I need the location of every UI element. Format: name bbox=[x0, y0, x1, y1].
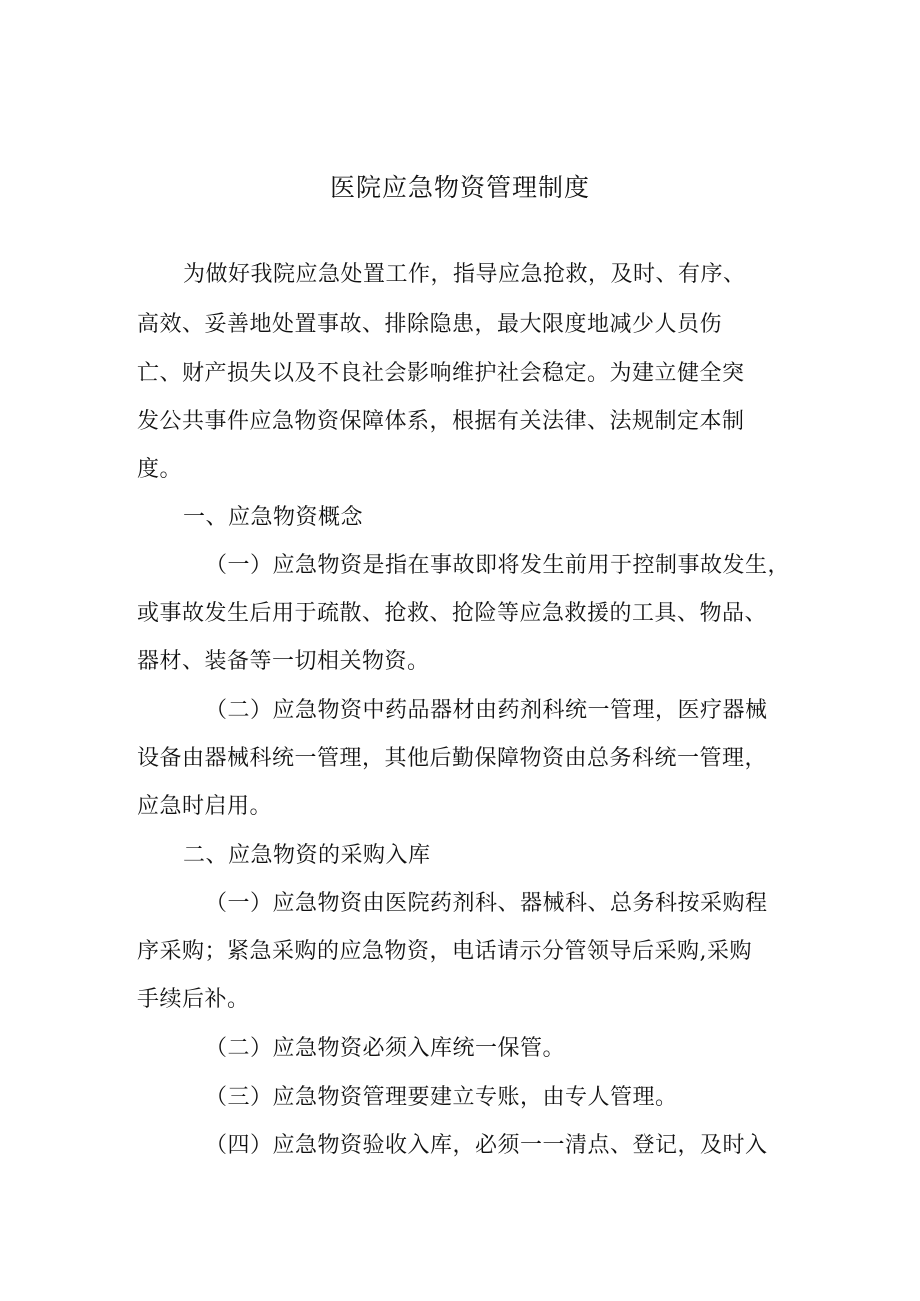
paragraph-2-1-line-2: 序采购；紧急采购的应急物资，电话请示分管领导后采购,采购 bbox=[137, 939, 752, 964]
section-heading-2: 二、应急物资的采购入库 bbox=[183, 843, 431, 868]
document-title: 医院应急物资管理制度 bbox=[329, 173, 590, 202]
paragraph-2-1-line-3: 手续后补。 bbox=[137, 987, 250, 1012]
intro-line-3: 亡、财产损失以及不良社会影响维护社会稳定。为建立健全突 bbox=[137, 361, 745, 386]
intro-line-5: 度。 bbox=[137, 457, 183, 482]
paragraph-1-1-line-1: （一）应急物资是指在事故即将发生前用于控制事故发生， bbox=[205, 553, 791, 578]
intro-line-2: 高效、妥善地处置事故、排除隐患，最大限度地减少人员伤 bbox=[137, 312, 723, 337]
paragraph-1-1-line-2: 或事故发生后用于疏散、抢救、抢险等应急救援的工具、物品、 bbox=[137, 601, 768, 626]
paragraph-1-1-line-3: 器材、装备等一切相关物资。 bbox=[137, 649, 430, 674]
paragraph-1-2-line-3: 应急时启用。 bbox=[137, 794, 273, 819]
paragraph-2-4-line-1: （四）应急物资验收入库，必须一一清点、登记，及时入 bbox=[205, 1133, 768, 1158]
paragraph-1-2-line-2: 设备由器械科统一管理，其他后勤保障物资由总务科统一管理， bbox=[137, 746, 768, 771]
paragraph-2-2: （二）应急物资必须入库统一保管。 bbox=[205, 1036, 566, 1061]
intro-line-4: 发公共事件应急物资保障体系，根据有关法律、法规制定本制 bbox=[137, 409, 745, 434]
intro-line-1: 为做好我院应急处置工作，指导应急抢救，及时、有序、 bbox=[183, 262, 746, 287]
section-heading-1: 一、应急物资概念 bbox=[183, 505, 364, 530]
paragraph-2-1-line-1: （一）应急物资由医院药剂科、器械科、总务科按采购程 bbox=[205, 891, 768, 916]
paragraph-2-3: （三）应急物资管理要建立专账，由专人管理。 bbox=[205, 1085, 678, 1110]
paragraph-1-2-line-1: （二）应急物资中药品器材由药剂科统一管理，医疗器械 bbox=[205, 698, 768, 723]
